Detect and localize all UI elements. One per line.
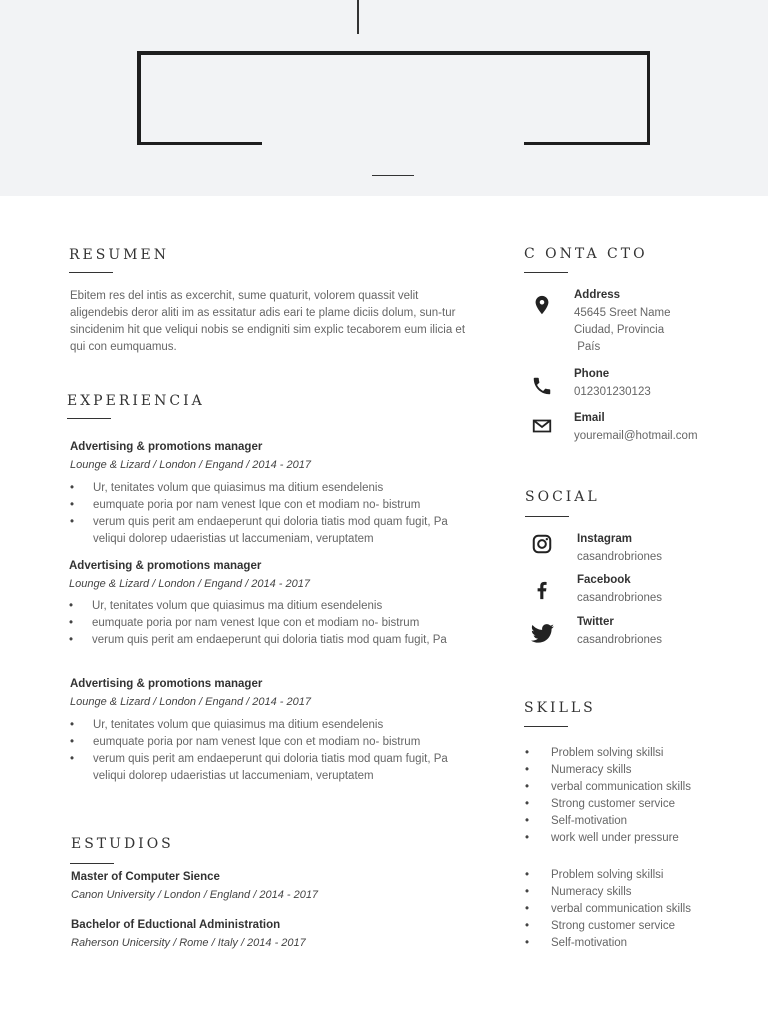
- name-frame-right: [647, 51, 650, 145]
- skill-item: • verbal communication skills: [525, 779, 691, 796]
- skill-item: • Strong customer service: [525, 918, 691, 935]
- map-pin-icon: [531, 294, 553, 316]
- job-bullets: [70, 717, 470, 785]
- phone-icon: [531, 375, 553, 397]
- skill-item: • Strong customer service: [525, 796, 691, 813]
- contacto-rule: [524, 272, 568, 273]
- resumen-heading: RESUMEN: [69, 247, 169, 263]
- phone-label: Phone: [574, 368, 610, 380]
- skill-item: • Problem solving skillsi: [525, 745, 691, 762]
- job-bullets: [70, 480, 470, 548]
- job-bullet: • verum quis perit am endaeperunt qui doloria tiatis mod quam fugit, Pa veliqui dolorep udaeristias ut laccumeniam, veruptatem: [70, 514, 470, 548]
- study-title: Master of Computer Sience: [71, 871, 220, 883]
- instagram-handle: casandrobriones: [577, 551, 663, 563]
- skill-item: • Numeracy skills: [525, 884, 691, 901]
- resumen-rule: [69, 272, 113, 273]
- instagram-icon: [531, 533, 553, 555]
- job-title: Advertising & promotions manager: [70, 441, 263, 453]
- estudios-rule: [70, 863, 114, 864]
- header-dash: [372, 175, 414, 176]
- skills-heading: SKILLS: [524, 700, 596, 716]
- job-bullet: • eumquate poria por nam venest Ique con et modiam no- bistrum: [69, 615, 469, 632]
- job-bullets: [69, 598, 469, 649]
- skills-list: [525, 745, 691, 847]
- email-value: youremail@hotmail.com: [574, 430, 698, 442]
- address-label: Address: [574, 289, 621, 301]
- social-rule: [525, 516, 569, 517]
- phone-value: 012301230123: [574, 386, 651, 398]
- email-label: Email: [574, 412, 605, 424]
- name-frame-left: [137, 51, 141, 145]
- study-subtitle: Raherson Unicersity / Rome / Italy / 2014 - 2017: [71, 937, 306, 949]
- header-banner: [0, 0, 768, 196]
- skill-item: • work well under pressure: [525, 830, 691, 847]
- twitter-handle: casandrobriones: [577, 634, 663, 646]
- resumen-text: Ebitem res del intis as excerchit, sume quaturit, volorem quassit velit aligendebis deror aliti im as essitatur adis eari te plame diciis dolum, sun-tur sincidenim hit que veliqui nobis se endigniti sim explic tecaborem eum ilicia et qui con eumquamus.: [70, 290, 466, 353]
- skill-item: • Self-motivation: [525, 935, 691, 952]
- experiencia-heading: EXPERIENCIA: [67, 393, 205, 409]
- name-frame-top: [137, 51, 650, 55]
- twitter-label: Twitter: [577, 616, 614, 628]
- job-title: Advertising & promotions manager: [70, 678, 263, 690]
- facebook-icon: [531, 579, 553, 601]
- skills-rule: [524, 726, 568, 727]
- study-title: Bachelor of Eductional Administration: [71, 919, 281, 931]
- twitter-icon: [530, 621, 555, 646]
- instagram-label: Instagram: [577, 533, 632, 545]
- skills-list: [525, 867, 691, 952]
- skill-item: • Problem solving skillsi: [525, 867, 691, 884]
- study-subtitle: Canon University / London / England / 2014 - 2017: [71, 889, 319, 901]
- skill-item: • verbal communication skills: [525, 901, 691, 918]
- contacto-heading: C ONTA CTO: [524, 246, 648, 262]
- job-bullet: • eumquate poria por nam venest Ique con et modiam no- bistrum: [70, 734, 470, 751]
- skill-item: • Self-motivation: [525, 813, 691, 830]
- facebook-label: Facebook: [577, 574, 631, 586]
- job-subtitle: Lounge & Lizard / London / Engand / 2014 - 2017: [70, 459, 311, 471]
- job-subtitle: Lounge & Lizard / London / Engand / 2014 - 2017: [69, 578, 310, 590]
- social-heading: SOCIAL: [525, 489, 600, 505]
- facebook-handle: casandrobriones: [577, 592, 663, 604]
- header-vertical-line: [357, 0, 359, 34]
- name-frame-bottom-right: [524, 142, 650, 145]
- estudios-heading: ESTUDIOS: [71, 836, 174, 852]
- job-bullet: • verum quis perit am endaeperunt qui doloria tiatis mod quam fugit, Pa veliqui dolorep udaeristias ut laccumeniam, veruptatem: [70, 751, 470, 785]
- envelope-icon: [531, 415, 553, 437]
- address-value: 45645 Sreet Name Ciudad, Provincia País: [574, 307, 671, 353]
- job-bullet: • Ur, tenitates volum que quiasimus ma ditium esendelenis: [69, 598, 469, 615]
- job-bullet: • Ur, tenitates volum que quiasimus ma ditium esendelenis: [70, 717, 470, 734]
- job-bullet: • eumquate poria por nam venest Ique con et modiam no- bistrum: [70, 497, 470, 514]
- experiencia-rule: [67, 418, 111, 419]
- name-frame-bottom-left: [137, 142, 262, 145]
- job-bullet: • Ur, tenitates volum que quiasimus ma ditium esendelenis: [70, 480, 470, 497]
- skill-item: • Numeracy skills: [525, 762, 691, 779]
- job-subtitle: Lounge & Lizard / London / Engand / 2014 - 2017: [70, 696, 311, 708]
- job-title: Advertising & promotions manager: [69, 560, 262, 572]
- job-bullet: • verum quis perit am endaeperunt qui doloria tiatis mod quam fugit, Pa: [69, 632, 469, 649]
